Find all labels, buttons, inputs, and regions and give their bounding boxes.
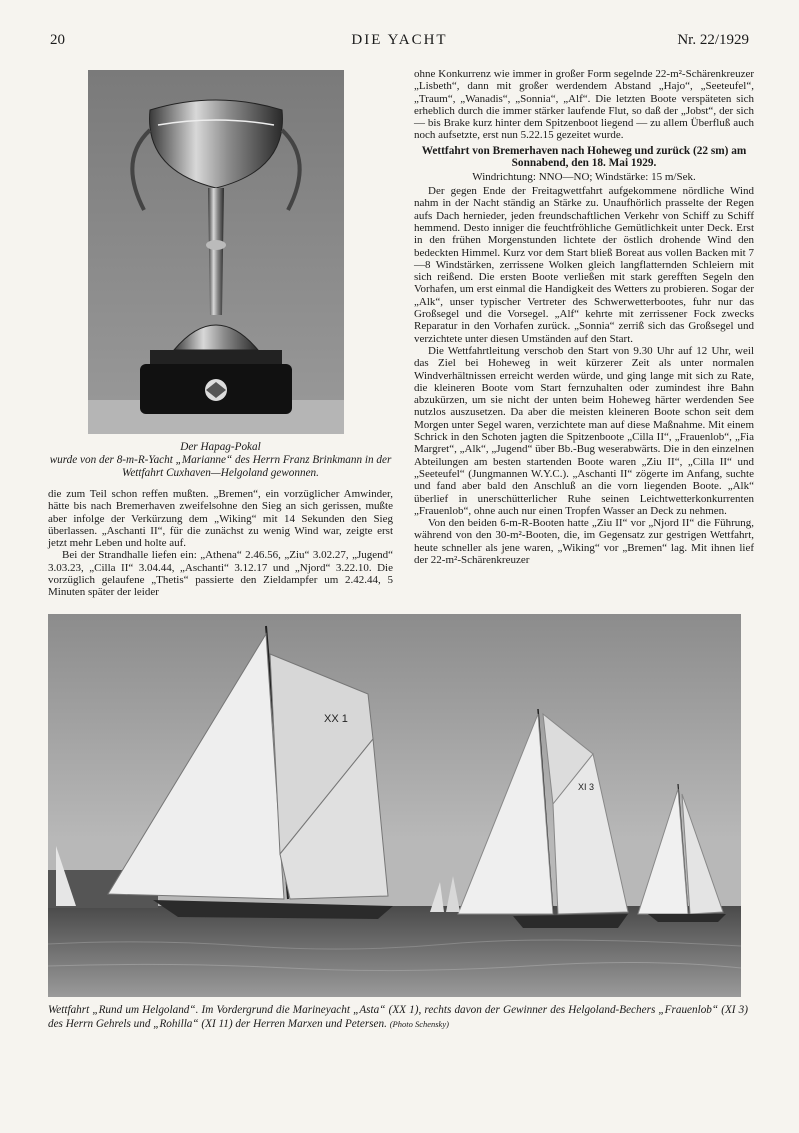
sail-mark-xi3: XI 3	[578, 782, 595, 792]
photo-credit: (Photo Schensky)	[389, 1019, 449, 1029]
right-paragraph-3: Von den beiden 6-m-R-Booten hatte „Ziu II“ vor „Njord II“ die Führung, während von den 30-m²-Booten, die, im Gegensatz zur gestrigen Wettfahrt, heute schneller als jene waren, „Wiking“ vor „Bremen“ lag. Mit ihnen lief der 22-m²-Schärenkreuzer	[414, 517, 754, 566]
page-header	[50, 32, 749, 52]
journal-title: DIE YACHT	[351, 32, 448, 48]
right-paragraph-2: Die Wettfahrtleitung verschob den Start von 9.30 Uhr auf 12 Uhr, weil das Ziel bei Hoheweg in weit kürzerer Zeit als unter normalen Windverhältnissen erreicht werden würde, und ging lange mit sich zu Rate, die kleineren Boote vom Start fernzuhalten oder zumindest ihre Bahn abzukürzen, um sie nicht der unten beim Hoheweg härter werdenden See nutzlos auszusetzen. Da aber die meisten kleineren Boote schon seit dem Morgen unter Segel waren, verzichtete man auf diese Maßnahme. Mit einem Schrick in den Schoten jagten die Spitzenboote „Cilla II“, „Frauenlob“, „Fia Margret“, „Alk“, „Jugend“ über Bb.-Bug weserabwärts. Die in den einzelnen Abteilungen am besten startenden Boote waren „Ziu II“, „Cilla II“ und „Seeteufel“ (Jungmannen W.Y.C.). „Aschanti II“ zögerte im Anfang, suchte und fand aber bald den Anschluß an die vorn liegenden Boote. „Alk“ überlief in unerschütterlicher Ruhe seinen Leichtwetterkonkurrenten „Frauenlob“, ohne auch nur einen Tropfen Wasser an Deck zu nehmen.	[414, 344, 754, 517]
trophy-photo	[88, 70, 344, 434]
regatta-caption	[48, 1003, 748, 1031]
trophy-caption-body: wurde von der 8-m-R-Yacht „Marianne“ des Herrn Franz Brinkmann in der Wettfahrt Cuxhaven—Helgoland gewonnen.	[49, 454, 392, 479]
left-paragraph-1: die zum Teil schon reffen mußten. „Bremen“, ein vorzüglicher Amwinder, hätte bis nach Bremerhaven zweifelsohne den Sieg an sich gerissen, mußte aber infolge der Verkürzung dem „Wiking“ mit 14 Sekunden den Sieg überlassen. „Aschanti II“, für die zunächst zu wenig Wind war, zeigte erst jetzt mehr Leben und holte auf.	[48, 488, 393, 550]
left-column	[48, 488, 393, 599]
right-paragraph-1: Der gegen Ende der Freitagwettfahrt aufgekommene nördliche Wind nahm in der Nacht ständig an Stärke zu. Unaufhörlich prasselte der Regen aufs Dach hernieder, jeden freundschaftlichen Verkehr von Schiff zu Schiff hemmend. Desto inniger die feuchtfröhliche Gemütlichkeit unter Deck. Erst in den frühen Morgenstunden lichtete der östlich drohende Wind den bedeckten Himmel. Kurz vor dem Start bließ Boreat aus vollen Backen mit 7—8 Windstärken, zerrissene Wolken gleich langflatternden Schleiern mit sich reißend. Die ersten Boote verließen mit stark gerefften Segeln den Vorhafen, um erst einmal die Handigkeit des Wetters zu probieren. Sogar der „Alk“, unser typischer Vertreter des Schwerwetterbootes, fuhr nur das Großsegel und die Vorsegel. „Alf“ kehrte mit zerrissener Fock zwecks Reparatur in den Vorhafen zurück. „Sonnia“ zerriß sich das Großsegel und verzichtete unter diesen Umständen auf den Start.	[414, 185, 754, 345]
right-intro-paragraph: ohne Konkurrenz wie immer in großer Form segelnde 22-m²-Schärenkreuzer „Lisbeth“, dann mit großer werdendem Abstand „Hajo“, „Seeteufel“, „Traum“, „Wanadis“, „Sonnia“, „Alf“. Die letzten Boote verspäteten sich erheblich durch die immer stärker laufende Flut, so daß der „Jobst“, der sich — bis Brake kurz hinter dem Spitzenboot liegend — zu allem Überfluß auch noch aufsetzte, erst nun 5.22.15 gezeitet wurde.	[414, 68, 754, 142]
left-paragraph-2: Bei der Strandhalle liefen ein: „Athena“ 2.46.56, „Ziu“ 3.02.27, „Jugend“ 3.03.23, „Cilla II“ 3.04.44, „Aschanti“ 3.12.17 und „Njord“ 3.22.10. Die vorzüglich gelaufene „Thetis“ passierte den Zieldampfer um 2.42.44, 5 Minuten später der leider	[48, 549, 393, 599]
trophy-illustration	[88, 70, 344, 434]
right-column	[414, 68, 754, 566]
wind-line: Windrichtung: NNO—NO; Windstärke: 15 m/Sek.	[472, 170, 696, 183]
trophy-caption	[48, 441, 393, 480]
issue-number: Nr. 22/1929	[677, 32, 749, 48]
regatta-illustration	[48, 614, 741, 997]
trophy-caption-title: Der Hapag-Pokal	[180, 441, 261, 453]
regatta-photo	[48, 614, 741, 997]
page-number: 20	[50, 32, 65, 48]
sail-mark-xx1: XX 1	[324, 713, 348, 725]
regatta-caption-text: Wettfahrt „Rund um Helgoland“. Im Vordergrund die Marineyacht „Asta“ (XX 1), rechts davon der Gewinner des Helgoland-Bechers „Frauenlob“ (XI 3) des Herrn Gehrels und „Rohilla“ (XI 11) der Herren Marxen und Petersen.	[48, 1004, 748, 1030]
section-heading: Wettfahrt von Bremerhaven nach Hoheweg und zurück (22 sm) am Sonnabend, den 18. Mai 1929.	[421, 144, 747, 170]
